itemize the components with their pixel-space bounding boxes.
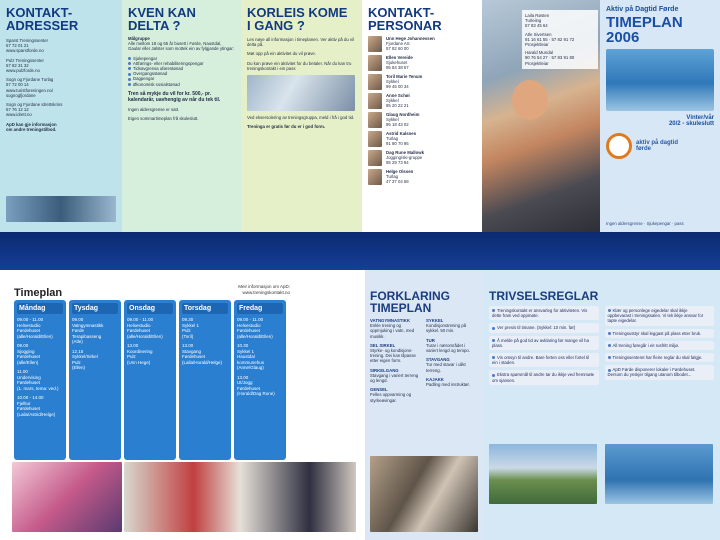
bullet-icon [128, 73, 131, 76]
contact-person [368, 74, 476, 90]
panel-kven-kan-delta [122, 0, 241, 232]
contact-person [368, 93, 476, 109]
day-column [69, 300, 121, 460]
timetable-panel [0, 270, 365, 540]
explanation-head: GENSEL [370, 387, 388, 393]
avatar [368, 93, 382, 109]
address-entry: Sogn og Fjordane Turlag 57 72 00 14 www.turistforeningen.no/ sognogfjordane [6, 77, 54, 98]
explanation-head: SIRKELGANG [370, 367, 399, 373]
explanation-body: Turar i nærområdet i variert lengd og tempo. [426, 342, 470, 354]
brochure-front [0, 0, 720, 232]
person-name: Glaug Nordheim [386, 112, 420, 117]
panel-forklaring [365, 270, 483, 540]
trivsel-col2 [605, 306, 715, 388]
face-shape [512, 80, 548, 120]
timetable-entry: 09.00 - 11.00 Helsestudio Førdehuset (alle/Horald/Ellen) [17, 317, 53, 339]
bullet-item: Økonomisk sosialstønad [128, 82, 235, 87]
day-name: Måndag [17, 303, 63, 314]
person-detail: Sykkel 95 18 43 02 [386, 117, 409, 128]
pool-photo [606, 49, 714, 111]
explanation-item [426, 357, 478, 373]
bullet-icon [492, 339, 495, 342]
person-name: Helge Olssen [386, 169, 414, 174]
dance-photo [12, 462, 122, 532]
cover-title: TIMEPLAN 2006 [606, 14, 683, 46]
people-list [368, 36, 476, 185]
rule-item: Treningskontakt er ansvarleg for aktiviteten. Vis dette fram ved oppmøte. [489, 306, 599, 320]
trivsel-col1 [489, 306, 599, 388]
timetable-info: Meir informasjon om ApD: www.treningskontakt.no [238, 284, 290, 295]
cover-contact: Atle Sivertsen 91 16 61 55 · 57 82 91 72 Prosjektleiar [525, 31, 575, 48]
avatar [368, 36, 382, 52]
bullet-icon [608, 356, 611, 359]
forklaring-columns [370, 318, 478, 407]
logo-icon [606, 133, 632, 159]
explanation-head: SEL SIRKEL [370, 342, 396, 348]
price-text: Tren så mykje du vil for kr. 500,- pr. kalendarår, uavhengig av når du tek til. [128, 90, 221, 103]
bullet-icon [128, 67, 131, 70]
avatar [368, 55, 382, 71]
bullet-icon [128, 83, 131, 86]
person-detail: Turlag 47 37 04 58 [386, 174, 409, 185]
aqua-photo [605, 444, 713, 504]
avatar [368, 150, 382, 166]
rule-item: ApD Førde disponerer lokaler i Førdehuset. Dersom du ynskjer tilgang utanom tilbodet... [605, 365, 715, 379]
rule-item: Ekstra spørsmål til andre tar du ikkje ved fremmøte om sjansen. [489, 370, 599, 384]
rule-item: Treningsutstyr skal leggast på plass etter bruk. [605, 329, 715, 338]
explanation-body: Stavgang i variert terreng og lengd. [370, 372, 419, 384]
avatar [368, 74, 382, 90]
bullet-icon [608, 332, 611, 335]
target-text: Alle mellom 18 og 65 år busett i Førde, Naustdal, Gaular eller Jølster som mottek ein av fylgjande ytingar: [128, 41, 235, 52]
address-entry: Pulz Treningssenter 57 82 31 32 www.pulzforde.no [6, 57, 44, 74]
timetable-entry: 13.00 Ut/Jogg Førdehuset (Horald/Dag Rune) [237, 374, 275, 396]
avatar [368, 169, 382, 185]
korleis-text: Treninga er gratis før du er i god form. [247, 124, 326, 130]
panel-trivsel [483, 270, 720, 540]
bullet-icon [608, 344, 611, 347]
explanation-head: KAJAKK [426, 376, 444, 382]
korleis-text: Les nøye all informasjon i timeplanen. Ver aktiv på du vil delta på. [247, 37, 354, 48]
explanation-body: Styrke- og kondisjons-trening. Dei kan tilpasse etter eigen form. [370, 348, 416, 364]
timetable-entry: 13.00 Stavgang Førdehuset (Laila/Horald/Helge) [182, 343, 223, 365]
bullet-icon [608, 309, 611, 312]
person-detail: Sjukehuset 95 84 38 67 [386, 60, 409, 71]
explanation-body: Enkle trening og oppmjuking i vatn, med musikk. [370, 323, 415, 339]
timetable-entry: 11.00 Undervising Førdehuset (1. mars, tema: ved.) [17, 369, 59, 391]
contact-person [368, 169, 476, 185]
cover-pretitle: Aktiv på Dagtid Førde [606, 6, 679, 13]
gym-photo [6, 196, 116, 222]
forklaring-col2 [426, 318, 478, 407]
spinning-photo [370, 456, 478, 532]
korleis-text: Du kan prøve ein aktivitet for du betaler. Når du kan tru treningskontakt i ein pass [247, 60, 352, 71]
person-detail: Sykkel 95 20 22 21 [386, 98, 409, 109]
divider-band [0, 232, 720, 270]
forklaring-col1 [370, 318, 422, 407]
timetable-entry: 09.00 - 11.00 Helsestudio Førdehuset (alle/Horald/Ellen) [237, 317, 273, 339]
day-column [179, 300, 231, 460]
trivsel-title: TRIVSELSREGLAR [489, 289, 599, 303]
person-name: Toril Marie Tenum [386, 74, 423, 79]
cover-footer: Ingen aldersgrense · Sjukepengar · pass [606, 220, 684, 226]
explanation-body: Padling med instruktør. [426, 382, 470, 388]
bullet-item: Dagpengar [128, 76, 235, 81]
cover-contacts [522, 10, 598, 69]
landscape-photo [489, 444, 597, 504]
avatar [368, 112, 382, 128]
bullet-icon [128, 62, 131, 65]
explanation-body: Kondisjonstrening på sykkel. 50 min. [426, 323, 467, 334]
day-column [124, 300, 176, 460]
explanation-item [370, 343, 422, 364]
timetable-entry: 10.00 - 14.00 Fjelltur Førdehuset (Laila/Astrid/Helge) [17, 395, 56, 417]
cover-logo [606, 133, 714, 159]
kontakt-adresser-title: KONTAKT- ADRESSER [6, 5, 79, 33]
cover-season: Vinter/vår 20/2 - skuleslutt [668, 115, 714, 127]
explanation-item [426, 338, 478, 354]
day-name: Torsdag [182, 303, 228, 314]
day-column [14, 300, 66, 460]
contact-person [368, 55, 476, 71]
aerobics-photo [124, 462, 356, 532]
bullet-icon [492, 356, 495, 359]
panel-cover-photo [482, 0, 600, 232]
person-detail: Sykkel 99 45 00 34 [386, 79, 409, 90]
explanation-body: Tur med stavar i ulikt terreng. [426, 362, 466, 373]
person-name: Astrid Kalsnes [386, 131, 417, 136]
forklaring-title: FORKLARING TIMEPLAN [370, 289, 450, 315]
contact-person [368, 150, 476, 166]
bullet-item: Attførings- eller rehabiliteringspengar [128, 61, 235, 66]
avatar [368, 131, 382, 147]
day-column [234, 300, 286, 460]
address-entry: Sparst Treningssenter 57 72 01 21 www.sparstforde.no [6, 38, 49, 54]
training-photo [247, 75, 355, 111]
trivsel-columns [489, 306, 714, 388]
explanation-head: VATNGYMNASTIKK [370, 318, 410, 323]
explanation-head: SYKKEL [426, 318, 444, 323]
rule-item: Klær og personlege eigedelar skal ikkje oppbevarast i treningssalen. Vi tek ikkje ansvar for tapte eigedelar. [605, 306, 715, 326]
bullet-icon [608, 369, 611, 372]
person-detail: Jogging/ski-gruppe 95 29 73 94 [386, 155, 423, 166]
explanation-head: STAVGANG [426, 357, 450, 363]
bullet-icon [492, 309, 495, 312]
panel-korleis [241, 0, 362, 232]
korleis-title: KORLEIS KOME I GANG ? [247, 5, 348, 33]
day-name: Onsdag [127, 303, 173, 314]
contact-person [368, 131, 476, 147]
explanation-item [426, 377, 478, 387]
korleis-text: Møt opp på ein aktivitet du vil prøve. [247, 51, 317, 57]
day-name: Fredag [237, 303, 283, 314]
bullet-icon [492, 374, 495, 377]
explanation-head: TUR [426, 337, 435, 343]
rule-item: All trening føregår i eit rusfritt miljø. [605, 341, 715, 350]
bullet-icon [128, 78, 131, 81]
rule-item: Vis omsyn til andre. Bare ferten oss eller fortel til ein i staden. [489, 353, 599, 367]
panel-cover [600, 0, 720, 232]
contact-person [368, 112, 476, 128]
person-name: Dag Rune Mallowk [386, 150, 424, 155]
contact-person [368, 36, 476, 52]
timetable-entry: 09.00 - 11.00 Helsestudio Førdehuset (alle/Horald/Ellen) [127, 317, 163, 339]
person-name: Unn Hege Johannessen [386, 36, 435, 41]
day-name: Tysdag [72, 303, 118, 314]
summer-text: Eigen sommartimeplan frå skuleslutt. [128, 116, 199, 122]
timetable-entry: 09.00 Vatngymnastikk Førde Terapibasseng (Atle) [72, 317, 104, 344]
explanation-item [426, 318, 478, 334]
target-label: Målgruppe [128, 36, 150, 41]
rule-item: Ver presis til timane. (Sykkel: 10 min. før) [489, 323, 599, 332]
address-entry: ApD kan gje informasjon om andre treningstilbod. [6, 121, 57, 132]
timetable-title: Timeplan [14, 287, 63, 299]
person-detail: Fjordane AS 57 82 60 00 [386, 41, 410, 52]
timetable-entry: 09.00 Sjogging Førdehuset (alle/Ellen) [17, 343, 41, 365]
rule-item: Å melde på god tid av avklaring før mange vil ha plass. [489, 336, 599, 350]
panel-kontakt-adresser [0, 0, 122, 232]
cover-contact: Laila Røsten Turleiing 57 83 45 64 [525, 13, 550, 29]
person-name: Ellen Vereide [386, 55, 413, 60]
timetable-entry: 13.00 Koordinering Pulz (Unn Hege) [127, 343, 153, 365]
explanation-item [370, 387, 422, 403]
brochure-back [0, 270, 720, 540]
cover-contact: Harald Mundal 90 76 54 27 · 57 83 91 80 Prosjektleiar [525, 50, 575, 66]
korleis-text: Ved eksersolering av treningsgruppa, meld i frå i god tid. [247, 115, 355, 121]
bullet-item: Sjukepengar [128, 56, 235, 61]
person-detail: Turlag 91 80 70 95 [386, 136, 409, 147]
timetable-entry: 10.30 Sykkel 1 Haustdal kommunehus (Anne/Glaug) [237, 343, 265, 370]
kven-kan-delta-title: KVEN KAN DELTA ? [128, 5, 196, 33]
bullet-icon [128, 57, 131, 60]
explanation-body: Felles oppvarming og styrkeøvingar. [370, 392, 412, 403]
panel-kontaktpersonar [362, 0, 482, 232]
explanation-item [370, 368, 422, 384]
bullet-icon [492, 327, 495, 330]
kontaktpersonar-title: KONTAKT- PERSONAR [368, 5, 442, 33]
bullet-item: Overgangsstønad [128, 71, 235, 76]
age-text: Ingen aldersgrense er satt. [128, 106, 180, 112]
address-entry: Sogn og Fjordane Idrettskrins 57 76 12 12 www.idrett.no [6, 102, 63, 118]
rule-item: Treningssenteret har fleire reglar du skal følgje. [605, 353, 715, 362]
timetable-entry: 12.15 Sykkel/Sirkel Pulz (Ellen) [72, 348, 98, 370]
person-name: Anne Schøi [386, 93, 410, 98]
logo-text: aktiv på dagtid førde [636, 140, 679, 152]
timetable-entry: 09.30 Sykkel 1 Pulz (Toril) [182, 317, 200, 339]
bullet-item: Tidsavgrensa uførestønad [128, 66, 235, 71]
explanation-item [370, 318, 422, 339]
